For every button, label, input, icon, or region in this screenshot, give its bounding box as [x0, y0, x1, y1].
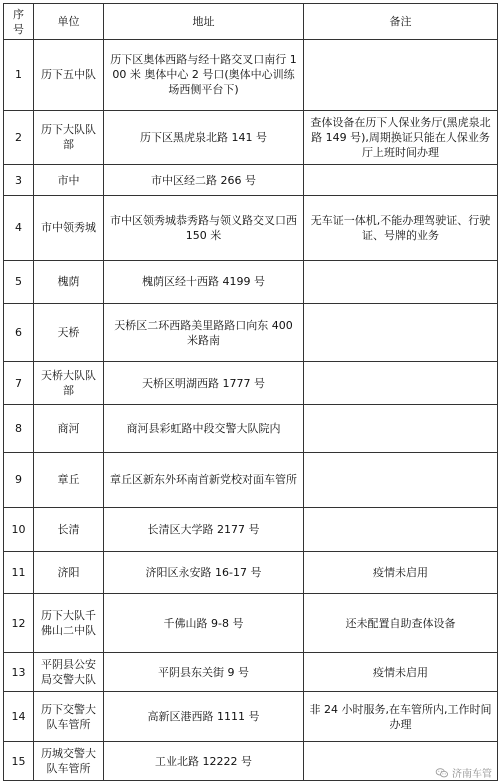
cell-serial: 4: [4, 195, 34, 260]
table-row: [4, 110, 498, 165]
cell-serial: 12: [4, 594, 34, 653]
cell-serial: 13: [4, 653, 34, 692]
cell-address: 槐荫区经十西路 4199 号: [104, 260, 304, 303]
cell-unit: 天桥大队队部: [34, 362, 104, 405]
cell-address: 长清区大学路 2177 号: [104, 507, 304, 551]
table-header-row: [4, 4, 498, 40]
cell-unit: 市中: [34, 165, 104, 196]
table-row: [4, 507, 498, 551]
header-address: 地址: [104, 4, 304, 40]
cell-note: 疫情未启用: [304, 552, 498, 594]
cell-unit: 历下五中队: [34, 40, 104, 111]
cell-serial: 10: [4, 507, 34, 551]
cell-serial: 11: [4, 552, 34, 594]
cell-address: 千佛山路 9-8 号: [104, 594, 304, 653]
cell-unit: 历城交警大队车管所: [34, 742, 104, 781]
table-row: [4, 692, 498, 742]
cell-address: 商河县彩虹路中段交警大队院内: [104, 405, 304, 453]
cell-serial: 7: [4, 362, 34, 405]
table-row: [4, 40, 498, 111]
cell-note: 还未配置自助查体设备: [304, 594, 498, 653]
table-row: [4, 165, 498, 196]
cell-note: 非 24 小时服务,在车管所内,工作时间办理: [304, 692, 498, 742]
cell-serial: 2: [4, 110, 34, 165]
cell-serial: 6: [4, 304, 34, 362]
cell-address: 天桥区二环西路美里路路口向东 400 米路南: [104, 304, 304, 362]
table-row: [4, 405, 498, 453]
cell-note: [304, 405, 498, 453]
cell-address: 章丘区新东外环南首新党校对面车管所: [104, 453, 304, 508]
table-row: [4, 362, 498, 405]
table-row: [4, 195, 498, 260]
table-row: [4, 260, 498, 303]
cell-note: [304, 40, 498, 111]
header-unit: 单位: [34, 4, 104, 40]
wechat-icon: [435, 766, 449, 780]
cell-note: [304, 362, 498, 405]
cell-unit: 商河: [34, 405, 104, 453]
cell-unit: 济阳: [34, 552, 104, 594]
cell-address: 市中区经二路 266 号: [104, 165, 304, 196]
table-row: [4, 304, 498, 362]
cell-unit: 市中领秀城: [34, 195, 104, 260]
table-row: [4, 653, 498, 692]
table-row: [4, 453, 498, 508]
cell-serial: 3: [4, 165, 34, 196]
cell-note: 查体设备在历下人保业务厅(黑虎泉北路 149 号),周期换证只能在人保业务厅上班时间办理: [304, 110, 498, 165]
cell-address: 高新区港西路 1111 号: [104, 692, 304, 742]
cell-serial: 9: [4, 453, 34, 508]
cell-serial: 5: [4, 260, 34, 303]
cell-note: [304, 507, 498, 551]
cell-unit: 平阴县公安局交警大队: [34, 653, 104, 692]
header-note: 备注: [304, 4, 498, 40]
cell-address: 历下区黑虎泉北路 141 号: [104, 110, 304, 165]
cell-note: [304, 453, 498, 508]
cell-serial: 15: [4, 742, 34, 781]
cell-unit: 历下大队千佛山二中队: [34, 594, 104, 653]
table-row: [4, 552, 498, 594]
cell-unit: 历下大队队部: [34, 110, 104, 165]
cell-address: 历下区奥体西路与经十路交叉口南行 100 米 奥体中心 2 号口(奥体中心训练场西侧平台下): [104, 40, 304, 111]
cell-address: 工业北路 12222 号: [104, 742, 304, 781]
cell-note: [304, 304, 498, 362]
table-row: [4, 594, 498, 653]
cell-note: [304, 260, 498, 303]
watermark: [433, 765, 494, 780]
cell-note: [304, 165, 498, 196]
cell-unit: 长清: [34, 507, 104, 551]
cell-unit: 章丘: [34, 453, 104, 508]
cell-address: 济阳区永安路 16-17 号: [104, 552, 304, 594]
cell-unit: 天桥: [34, 304, 104, 362]
cell-serial: 14: [4, 692, 34, 742]
cell-serial: 1: [4, 40, 34, 111]
cell-serial: 8: [4, 405, 34, 453]
header-serial: 序号: [4, 4, 34, 40]
cell-address: 平阴县东关街 9 号: [104, 653, 304, 692]
cell-note: 无车证一体机,不能办理驾驶证、行驶证、号牌的业务: [304, 195, 498, 260]
cell-address: 天桥区明湖西路 1777 号: [104, 362, 304, 405]
cell-unit: 历下交警大队车管所: [34, 692, 104, 742]
watermark-text: 济南车管: [452, 769, 492, 780]
cell-unit: 槐荫: [34, 260, 104, 303]
cell-address: 市中区领秀城恭秀路与领义路交叉口西 150 米: [104, 195, 304, 260]
cell-note: 疫情未启用: [304, 653, 498, 692]
table-row: [4, 742, 498, 781]
address-table: [3, 3, 498, 781]
